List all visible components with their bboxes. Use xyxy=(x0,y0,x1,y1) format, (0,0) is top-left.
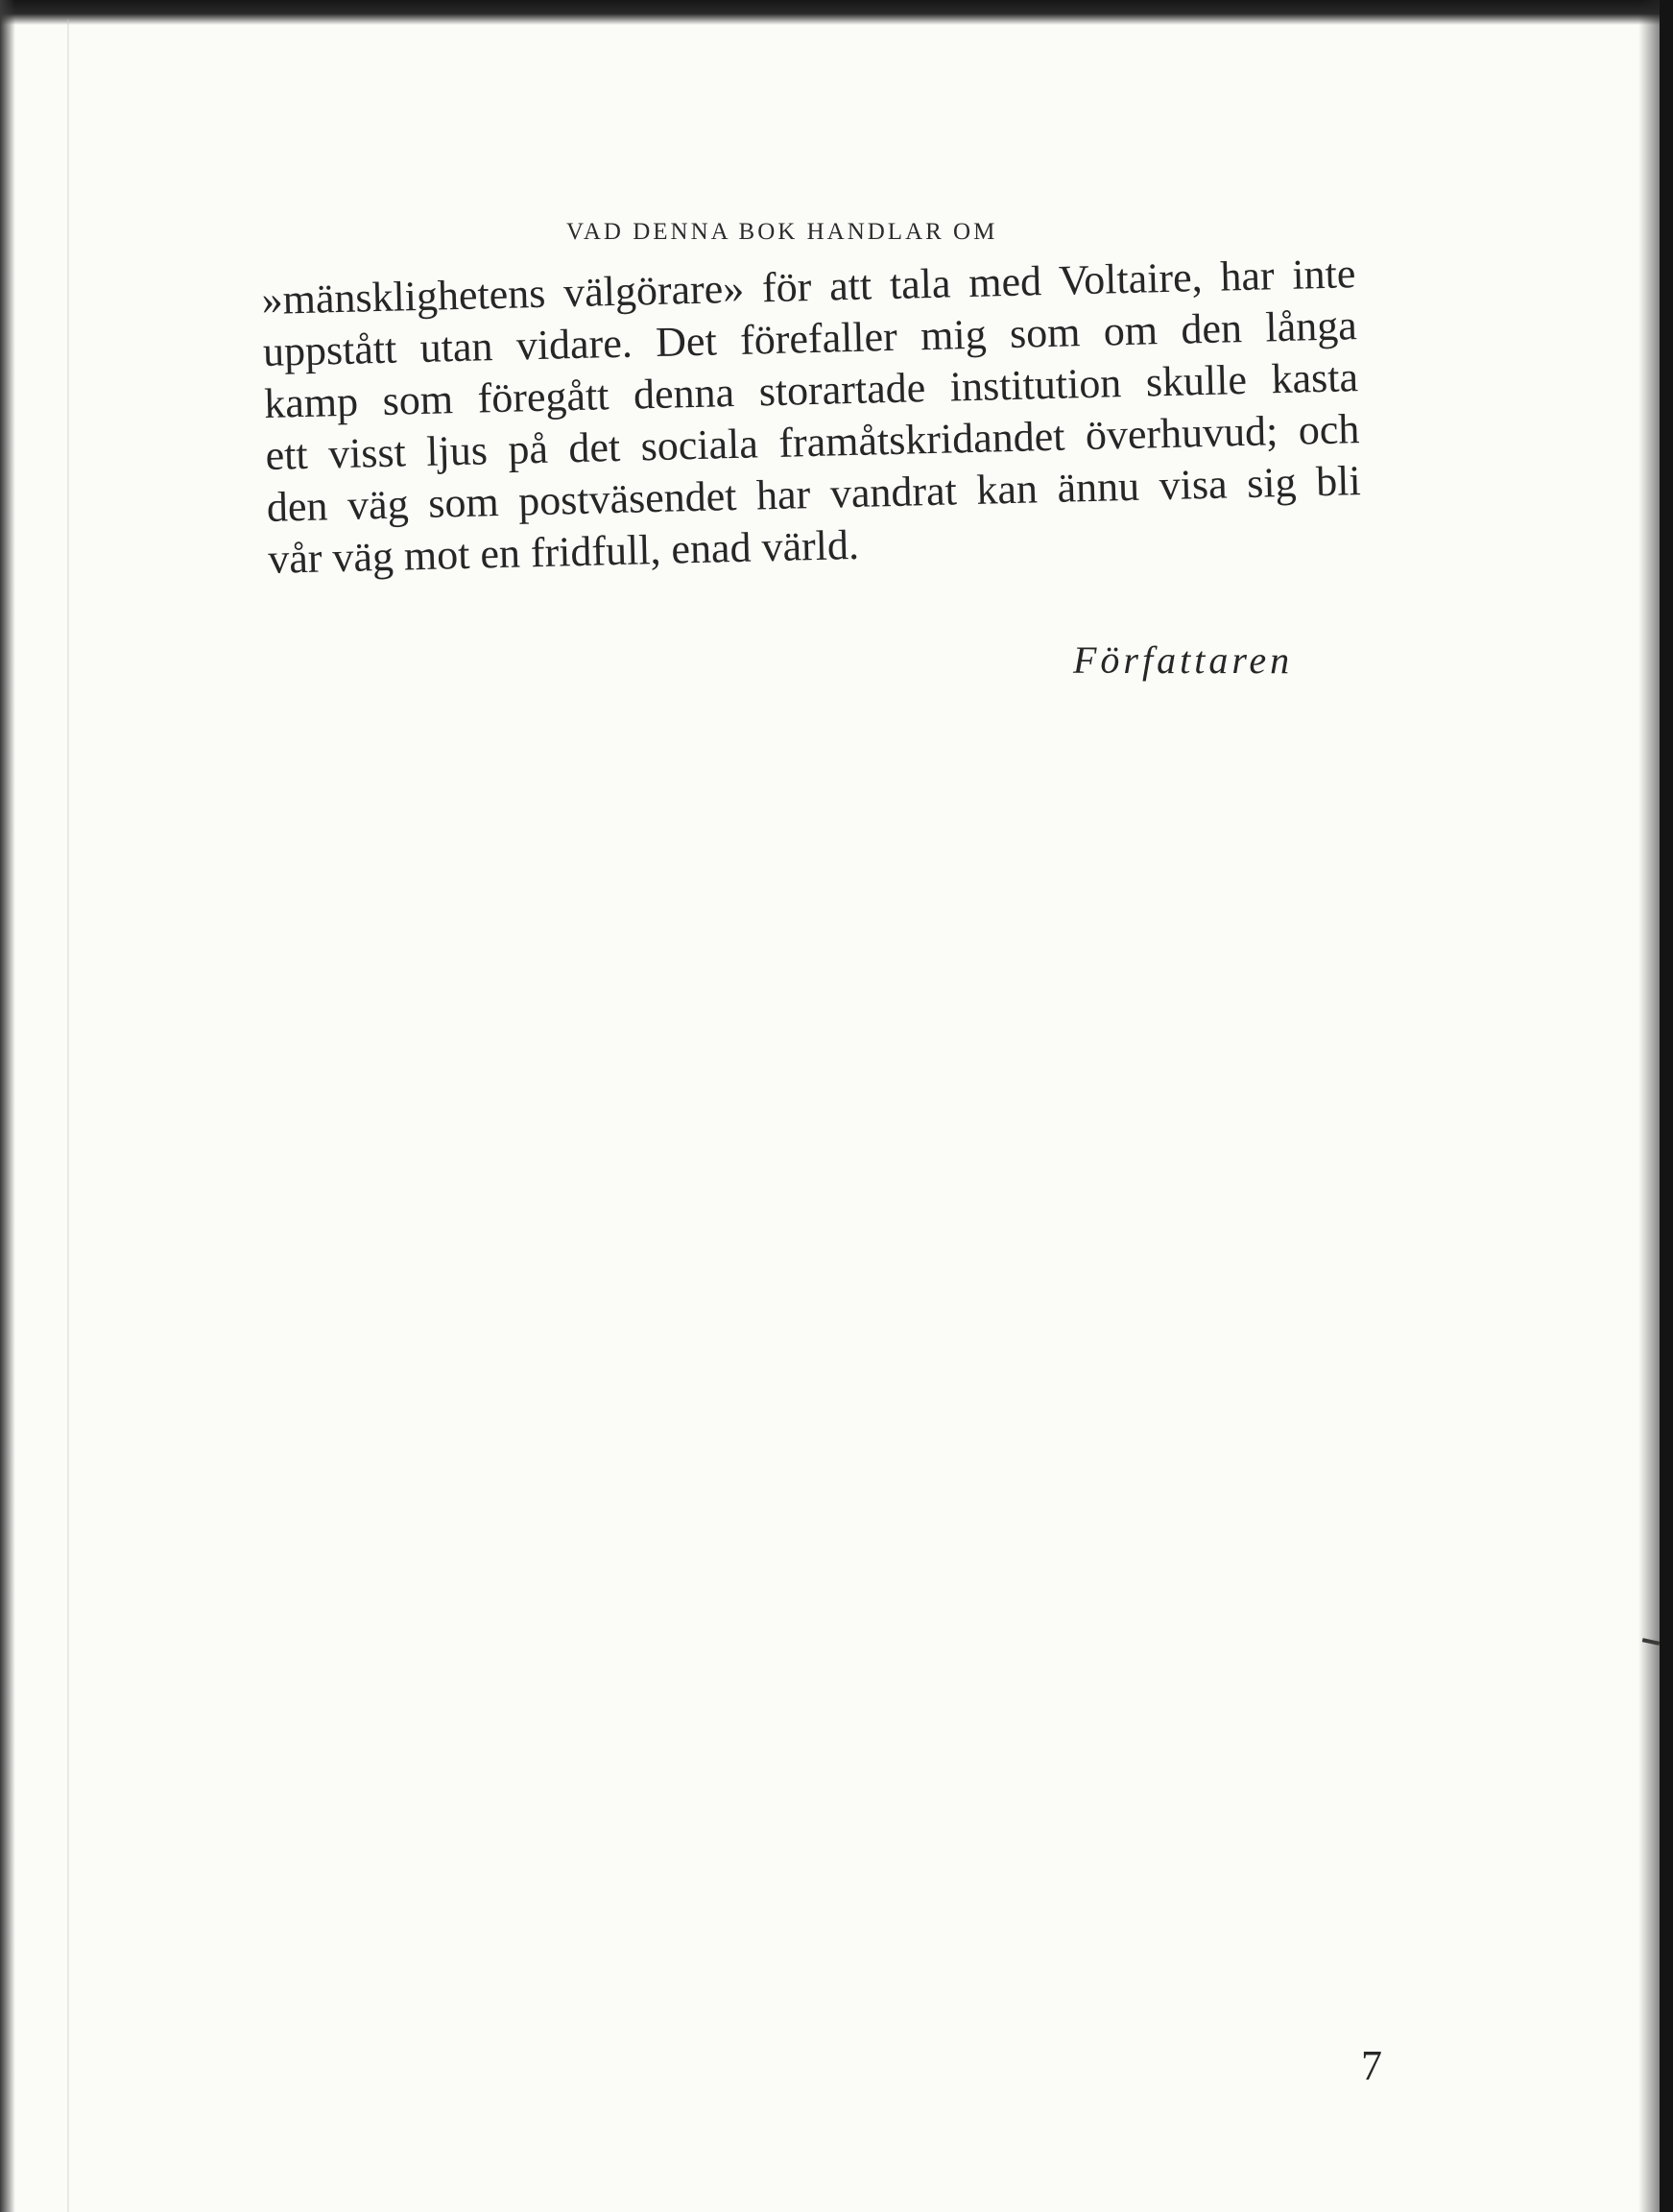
author-signature: Författaren xyxy=(1073,638,1294,682)
scan-edge-right-shadow xyxy=(1638,0,1660,2212)
body-line: kamp som föregått denna storartade institution skulle kasta xyxy=(263,353,1359,427)
running-head: VAD DENNA BOK HANDLAR OM xyxy=(566,219,998,245)
body-line: den väg som postväsendet har vandrat kan ännu visa sig bli xyxy=(266,457,1362,531)
scan-edge-left xyxy=(0,0,15,2212)
scan-edge-top xyxy=(0,0,1673,25)
body-line: ett visst ljus på det sociala framåtskridandet överhuvud; och xyxy=(265,405,1360,479)
body-paragraph xyxy=(261,248,1363,586)
page-fold-line xyxy=(67,19,69,2212)
body-line: vår väg mot en fridfull, enad värld. xyxy=(267,520,860,583)
page-number: 7 xyxy=(1361,2042,1382,2089)
body-line: uppstått utan vidare. Det förefaller mig som om den långa xyxy=(262,301,1358,375)
body-line: »mänsklighetens välgörare» för att tala med Voltaire, har inte xyxy=(261,250,1356,324)
scan-edge-right xyxy=(1660,0,1673,2212)
